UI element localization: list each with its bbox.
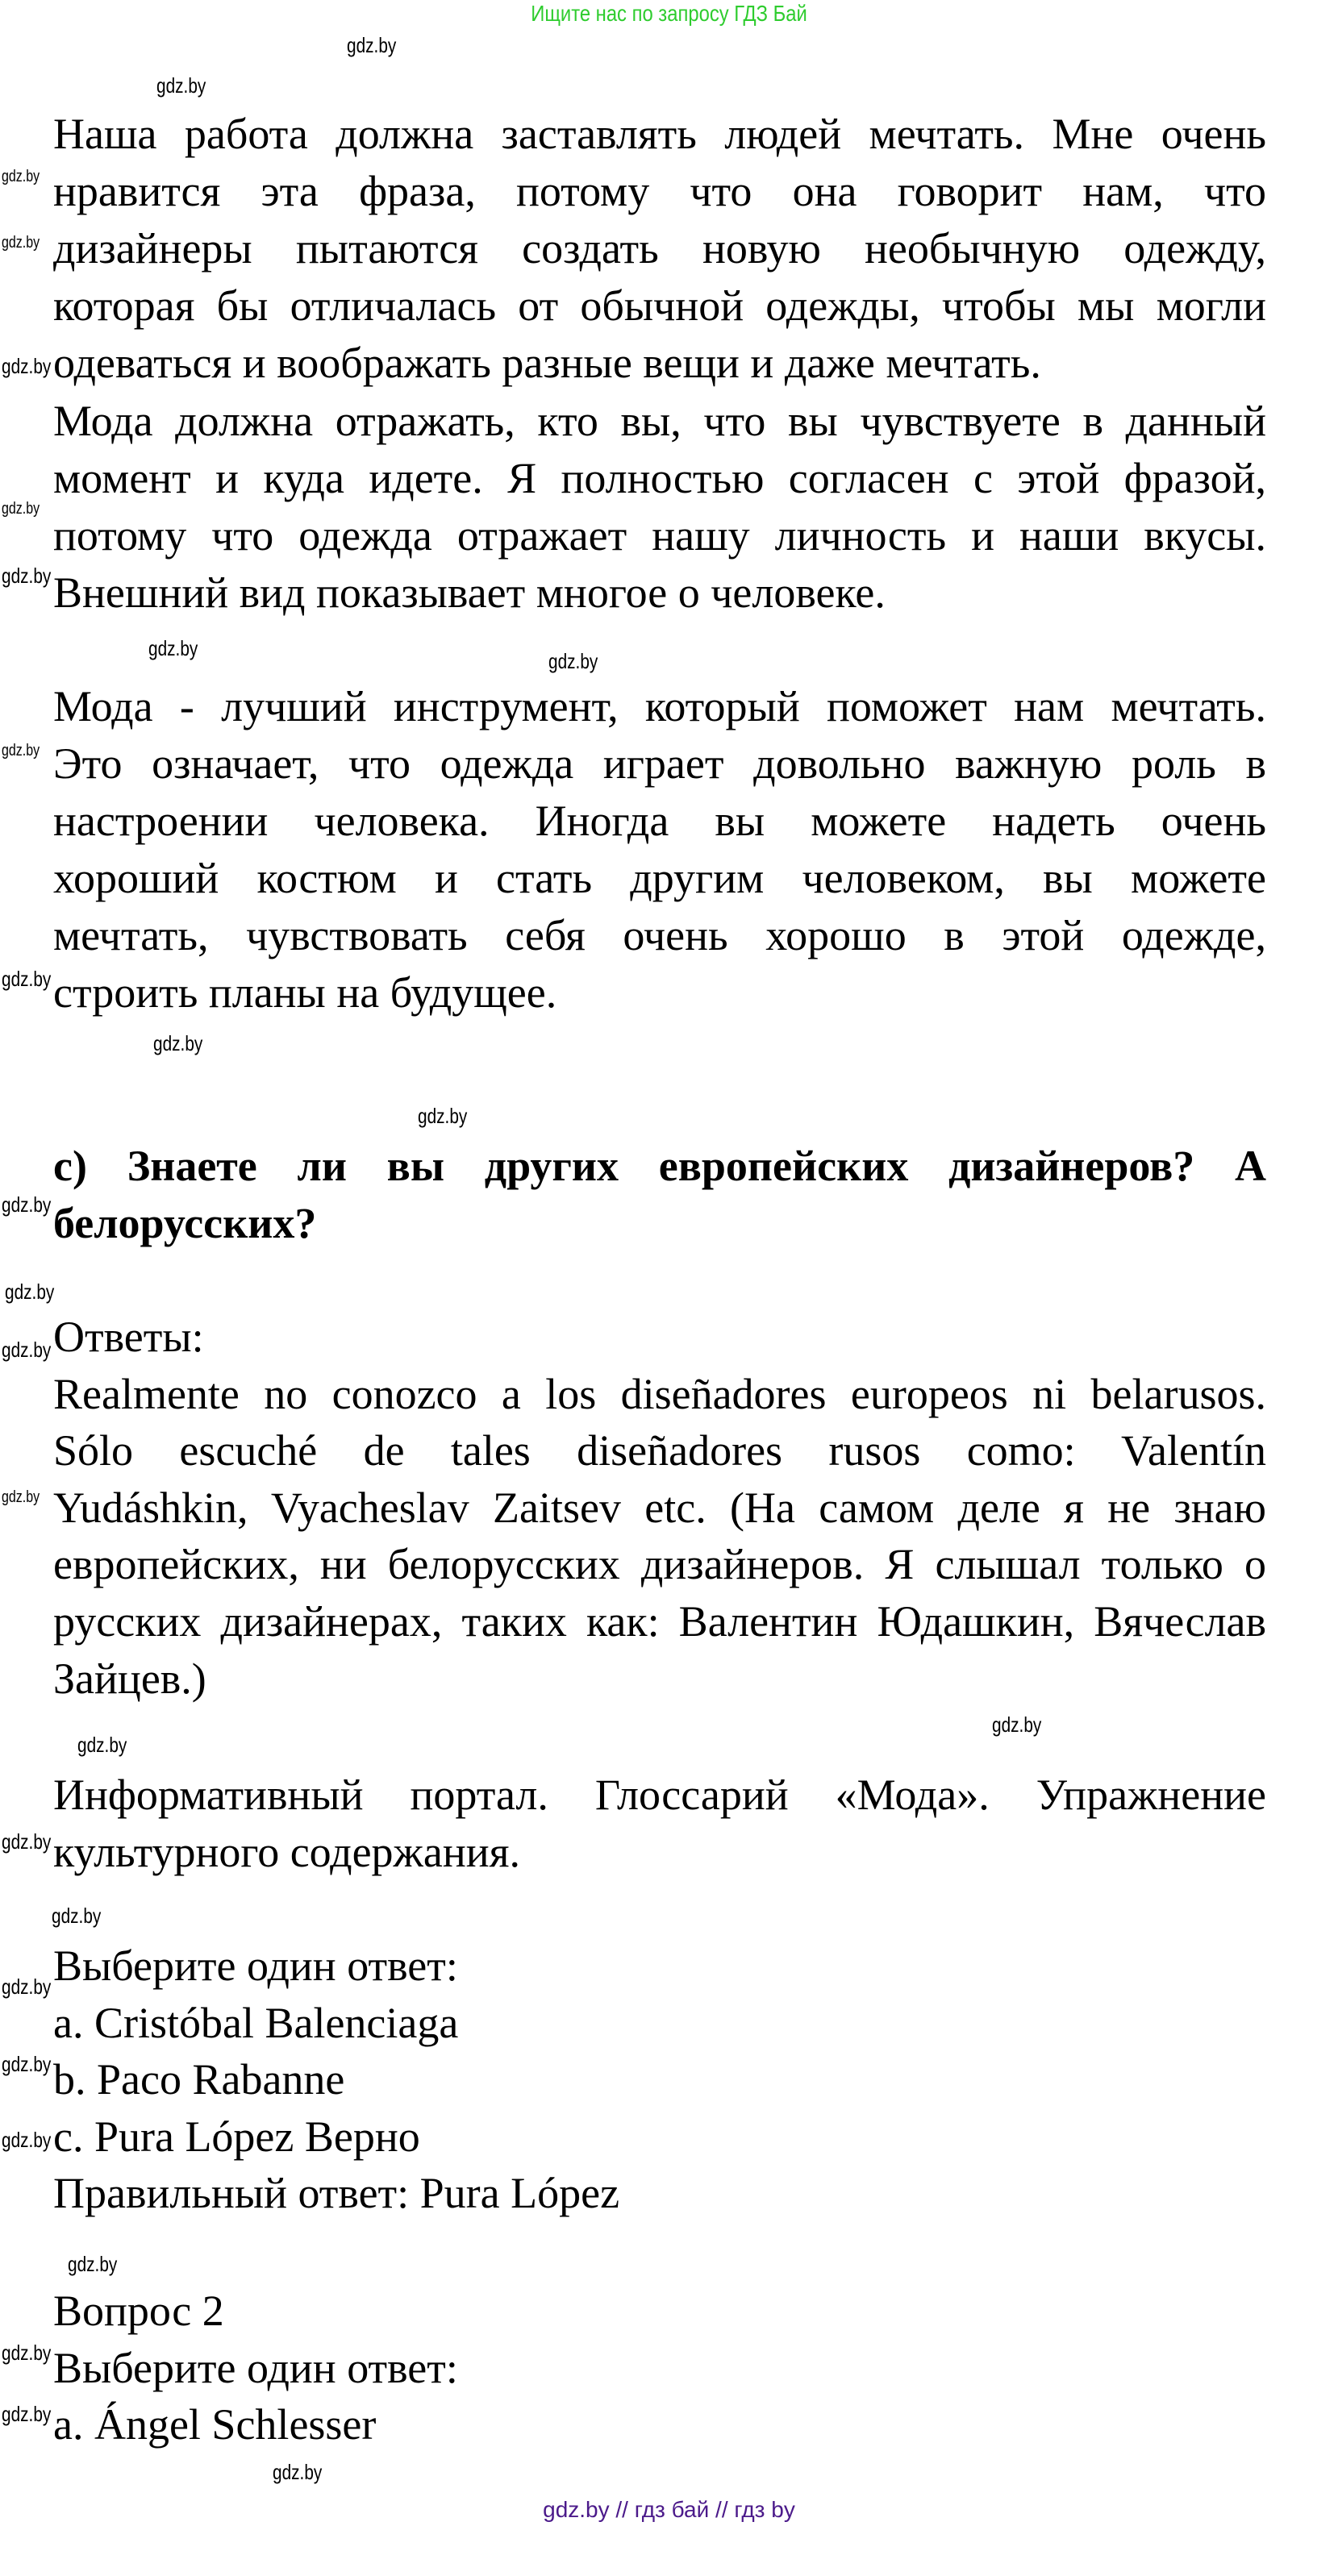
question-2 xyxy=(53,2283,1266,2453)
correct-answer: Правильный ответ: Pura López xyxy=(53,2169,620,2218)
text-line: европейских, ни белорусских дизайнеров. Я слышал только о xyxy=(53,1540,1266,1589)
watermark: gdz.by xyxy=(2,564,52,588)
watermark: gdz.by xyxy=(2,967,52,991)
option-b: b. Paco Rabanne xyxy=(53,2055,345,2104)
answers-label: Ответы: xyxy=(53,1313,204,1361)
watermark: gdz.by xyxy=(2,1829,52,1854)
heading-line: белорусских? xyxy=(53,1199,317,1247)
text-line: культурного содержания. xyxy=(53,1828,520,1876)
text-line: дизайнеры пытаются создать новую необычную одежду, xyxy=(53,224,1266,273)
watermark: gdz.by xyxy=(2,1488,40,1506)
text-line: Это означает, что одежда играет довольно важную роль в xyxy=(53,739,1266,788)
text-line: потому что одежда отражает нашу личность и наши вкусы. xyxy=(53,511,1266,560)
question-1 xyxy=(53,1937,1266,2222)
watermark: gdz.by xyxy=(156,73,206,98)
watermark: gdz.by xyxy=(2,354,52,378)
portal-paragraph xyxy=(53,1767,1266,1881)
watermark: gdz.by xyxy=(5,1280,55,1304)
text-line: Зайцев.) xyxy=(53,1654,206,1703)
text-line: русских дизайнерах, таких как: Валентин Юдашкин, Вячеслав xyxy=(53,1596,1266,1646)
text-line: момент и куда идете. Я полностью согласен с этой фразой, xyxy=(53,454,1266,502)
question-prompt: Выберите один ответ: xyxy=(53,1941,458,1990)
watermark: gdz.by xyxy=(2,2402,52,2426)
watermark: gdz.by xyxy=(2,168,40,185)
text-line: строить планы на будущее. xyxy=(53,968,557,1017)
watermark: gdz.by xyxy=(2,1975,52,1999)
paragraph-dream xyxy=(53,106,1266,392)
text-line: Внешний вид показывает многое о человеке. xyxy=(53,568,886,617)
text-line: нравится эта фраза, потому что она говорит нам, что xyxy=(53,167,1266,215)
section-heading-c xyxy=(53,1138,1266,1252)
watermark: gdz.by xyxy=(2,500,40,518)
watermark: gdz.by xyxy=(2,234,40,252)
question-title: Вопрос 2 xyxy=(53,2287,224,2335)
text-line: хороший костюм и стать другим человеком, вы можете xyxy=(53,854,1266,902)
watermark: gdz.by xyxy=(148,636,198,660)
watermark: gdz.by xyxy=(2,2341,52,2365)
text-line: Информативный портал. Глоссарий «Мода». Упражнение xyxy=(53,1771,1266,1819)
option-a: a. Ángel Schlesser xyxy=(53,2400,377,2449)
header-banner[interactable]: Ищите нас по запросу ГДЗ Бай xyxy=(531,1,807,26)
text-line: мечтать, чувствовать себя очень хорошо в этой одежде, xyxy=(53,911,1266,959)
watermark: gdz.by xyxy=(2,2052,52,2076)
answers-block xyxy=(53,1309,1266,1707)
watermark: gdz.by xyxy=(548,649,598,673)
watermark: gdz.by xyxy=(418,1104,468,1128)
text-line: которая бы отличалась от обычной одежды, чтобы мы могли xyxy=(53,281,1266,330)
text-line: Мода должна отражать, кто вы, что вы чувствуете в данный xyxy=(53,397,1266,445)
text-line: Наша работа должна заставлять людей мечтать. Мне очень xyxy=(53,110,1266,158)
paragraph-instrument xyxy=(53,678,1266,1022)
watermark: gdz.by xyxy=(273,2460,323,2484)
watermark: gdz.by xyxy=(52,1904,102,1928)
watermark: gdz.by xyxy=(153,1031,203,1055)
text-line: Realmente no conozco a los diseñadores europeos ni belarusos. xyxy=(53,1369,1266,1418)
text-line: Sólo escuché de tales diseñadores rusos como: Valentín xyxy=(53,1426,1266,1475)
text-line: Мода - лучший инструмент, который поможет нам мечтать. xyxy=(53,682,1266,730)
watermark: gdz.by xyxy=(347,33,397,57)
watermark: gdz.by xyxy=(2,1192,52,1217)
watermark: gdz.by xyxy=(77,1733,127,1757)
option-c: c. Pura López Верно xyxy=(53,2112,420,2161)
question-prompt: Выберите один ответ: xyxy=(53,2343,458,2392)
watermark: gdz.by xyxy=(2,1338,52,1362)
text-line: одеваться и воображать разные вещи и даже мечтать. xyxy=(53,339,1041,387)
paragraph-reflect xyxy=(53,393,1266,622)
option-a: a. Cristóbal Balenciaga xyxy=(53,1998,459,2047)
text-line: Yudáshkin, Vyacheslav Zaitsev etc. (На самом деле я не знаю xyxy=(53,1483,1266,1532)
watermark: gdz.by xyxy=(68,2252,118,2276)
watermark: gdz.by xyxy=(992,1712,1042,1737)
text-line: настроении человека. Иногда вы можете надеть очень xyxy=(53,797,1266,845)
watermark: gdz.by xyxy=(2,2128,52,2152)
footer-banner[interactable]: gdz.by // гдз бай // гдз by xyxy=(543,2497,795,2522)
heading-line: c) Знаете ли вы других европейских дизайнеров? А xyxy=(53,1142,1266,1190)
watermark: gdz.by xyxy=(2,742,40,759)
